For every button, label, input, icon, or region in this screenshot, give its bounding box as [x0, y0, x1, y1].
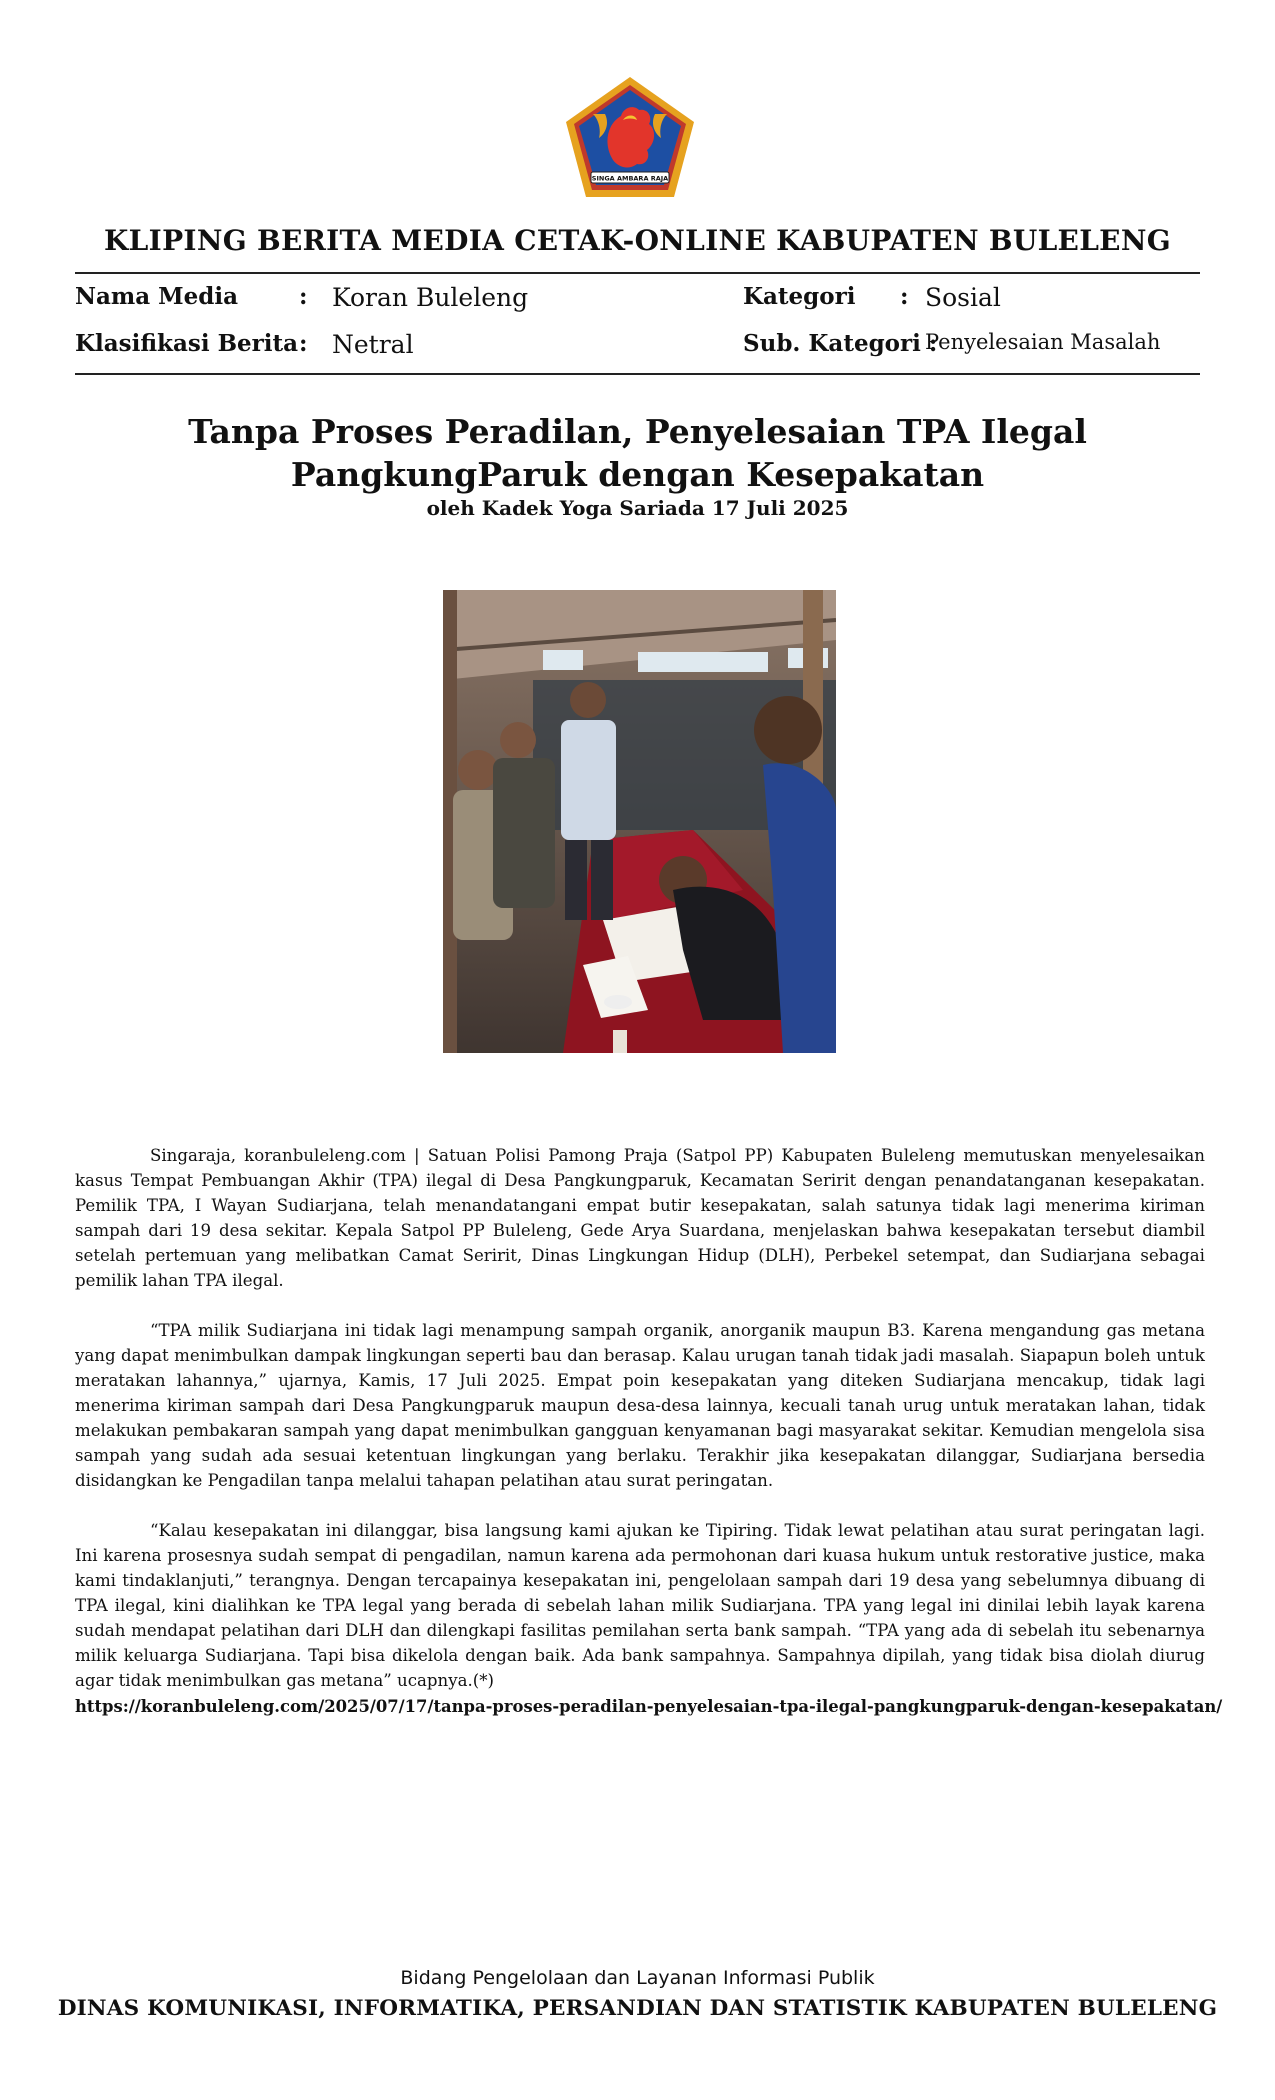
- document-title: KLIPING BERITA MEDIA CETAK-ONLINE KABUPATEN BULELENG: [104, 224, 1171, 257]
- media-label: Nama Media: [75, 283, 238, 310]
- category-colon: :: [900, 283, 909, 310]
- article-paragraph-3: “Kalau kesepakatan ini dilanggar, bisa langsung kami ajukan ke Tipiring. Tidak lewat pelatihan atau surat peringatan lagi. Ini karena prosesnya sudah sempat di pengadilan, namun karena ada permohonan dari kuasa hukum untuk restorative justice, maka kami tindaklanjuti,” terangnya. Dengan tercapainya kesepakatan ini, pengelolaan sampah dari 19 desa yang sebelumnya dibuang di TPA ilegal, kini dialihkan ke TPA legal yang berada di sebelah lahan milik Sudiarjana. TPA yang legal ini dinilai lebih layak karena sudah mendapat pelatihan dari DLH dan dilengkapi fasilitas pemilahan serta bank sampah. “TPA yang ada di sebelah itu sebenarnya milik keluarga Sudiarjana. Tapi bisa dikelola dengan baik. Ada bank sampahnya. Sampahnya dipilah, yang tidak bisa diolah diurug agar tidak menimbulkan gas metana” ucapnya.(*): [75, 1521, 1205, 1690]
- article-byline: oleh Kadek Yoga Sariada 17 Juli 2025: [426, 496, 849, 520]
- media-value: Koran Buleleng: [332, 283, 529, 312]
- subcategory-value: Penyelesaian Masalah: [925, 330, 1161, 354]
- article-body: [75, 1143, 1223, 1718]
- media-colon: :: [299, 283, 308, 310]
- footer-agency: DINAS KOMUNIKASI, INFORMATIKA, PERSANDIAN DAN STATISTIK KABUPATEN BULELENG: [57, 1996, 1218, 2021]
- category-label: Kategori: [743, 283, 856, 310]
- crest-motto: SINGA AMBARA RAJA: [591, 174, 669, 183]
- article-paragraph-1: Singaraja, koranbuleleng.com | Satuan Polisi Pamong Praja (Satpol PP) Kabupaten Buleleng memutuskan menyelesaikan kasus Tempat Pembuangan Akhir (TPA) ilegal di Desa Pangkungparuk, Kecamatan Seririt dengan penandatanganan kesepakatan. Pemilik TPA, I Wayan Sudiarjana, telah menandatangani empat butir kesepakatan, salah satunya tidak lagi menerima kiriman sampah dari 19 desa sekitar. Kepala Satpol PP Buleleng, Gede Arya Suardana, menjelaskan bahwa kesepakatan tersebut diambil setelah pertemuan yang melibatkan Camat Seririt, Dinas Lingkungan Hidup (DLH), Perbekel setempat, dan Sudiarjana sebagai pemilik lahan TPA ilegal.: [75, 1146, 1205, 1290]
- source-link[interactable]: https://koranbuleleng.com/2025/07/17/tanpa-proses-peradilan-penyelesaian-tpa-ilegal-pangkungparuk-dengan-kesepakatan/: [75, 1697, 1223, 1716]
- classification-value: Netral: [332, 330, 414, 359]
- classification-colon: :: [299, 330, 308, 357]
- article-paragraph-2: “TPA milik Sudiarjana ini tidak lagi menampung sampah organik, anorganik maupun B3. Karena mengandung gas metana yang dapat menimbulkan dampak lingkungan seperti bau dan berasap. Kalau urugan tanah tidak jadi masalah. Siapapun boleh untuk meratakan lahannya,” ujarnya, Kamis, 17 Juli 2025. Empat poin kesepakatan yang diteken Sudiarjana mencakup, tidak lagi menerima kiriman sampah dari Desa Pangkungparuk maupun desa-desa lainnya, kecuali tanah urug untuk meratakan lahan, tidak melakukan pembakaran sampah yang dapat menimbulkan gangguan kenyamanan bagi masyarakat sekitar. Kemudian mengelola sisa sampah yang sudah ada sesuai ketentuan lingkungan yang berlaku. Terakhir jika kesepakatan dilanggar, Sudiarjana bersedia disidangkan ke Pengadilan tanpa melalui tahapan pelatihan atau surat peringatan.: [75, 1321, 1205, 1490]
- category-value: Sosial: [925, 283, 1001, 312]
- header-divider: [75, 272, 1200, 274]
- footer-unit: Bidang Pengelolaan dan Layanan Informasi Publik: [400, 1967, 875, 1989]
- buleleng-crest-icon: [563, 74, 697, 200]
- article-headline: Tanpa Proses Peradilan, Penyelesaian TPA Ilegal PangkungParuk dengan Kesepakatan: [188, 412, 1087, 494]
- subcategory-label: Sub. Kategori :: [743, 330, 938, 357]
- classification-label: Klasifikasi Berita: [75, 330, 299, 357]
- meta-divider: [75, 373, 1200, 375]
- signing-ceremony-photo: [443, 590, 836, 1053]
